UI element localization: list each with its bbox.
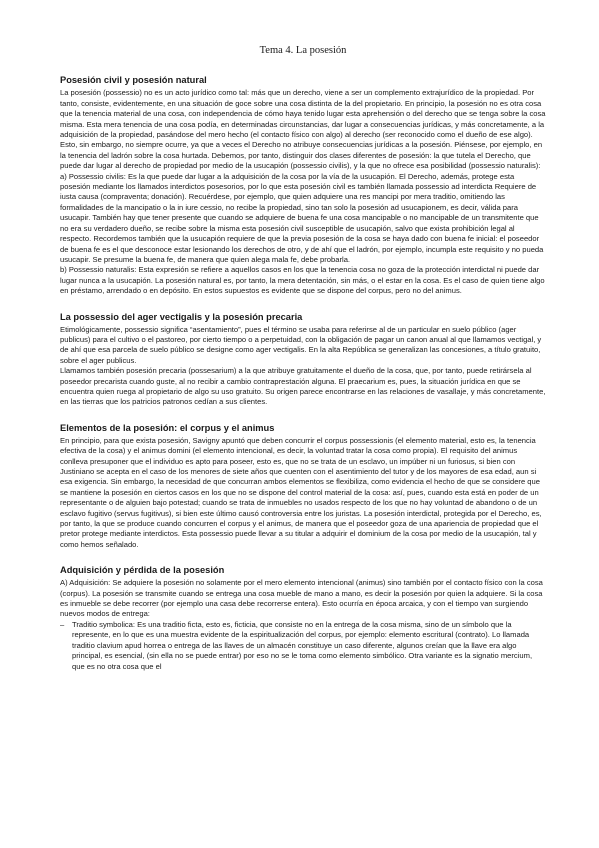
paragraph: Llamamos también posesión precaria (possesarium) a la que atribuye gratuitamente el dueño de la cosa, que, por tanto, puede retirársela al poseedor precarista cuando guste, al no recibir a cambio contraprestación alguna. El praecarium es, pues, la situación jurídica en que se encuentra quien ruega al propietario de algo su uso gratuito. Su origen parece encontrarse en las relaciones de vasallaje, y más concretamente, en las tierras que los patricios patronos cedían a sus clientes. xyxy=(60,366,546,407)
paragraph: b) Possessio naturalis: Esta expresión se refiere a aquellos casos en los que la tenencia cosa no goza de la protección interdictal ni puede dar lugar nunca a la usucapión. La posesión natural es, por tanto, la mera detentación, sin más, o el estar en la cosa. Es el caso de quien tiene algo en préstamo, arrendado o en depósito. En estos supuestos es evidente que se dispone del corpus, pero no del animus. xyxy=(60,265,545,296)
paragraph: Etimológicamente, possessio significa “asentamiento”, pues el término se usaba para referirse al de un particular en suelo público (ager publicus) para el cultivo o el pastoreo, por cierto tiempo o a perpetuidad, con la obligación de pagar un canon anual al que llamamos vectigal, y de ahí que esa parcela de suelo público se designe como ager vectigalis. En la alta República se generalizan las concesiones, a título gratuito, sobre el ager publicus. xyxy=(60,324,542,365)
paragraph: La posesión (possessio) no es un acto jurídico como tal: más que un derecho, viene a ser un complemento extrajurídico de la propiedad. Por tanto, consiste, evidentemente, en una situación de goce sobre una cosa distinta de la del propietario. En principio, la posesión no es otra cosa que la tenencia material de una cosa, con independencia de cómo haya tenido lugar esta aprehensión o del derecho que se tenga sobre la cosa misma. Esta mera tenencia de una cosa podía, en determinadas circunstancias, dar lugar a consecuencias jurídicas, y más concretamente, a la adquisición de la propiedad, pasándose del mero hecho (el contacto físico con algo) al derecho (ser reconocido como el dueño de ese algo). Esto, sin embargo, no siempre ocurre, ya que a veces el Derecho no atribuye consecuencias jurídicas a la posesión. Piénsese, por ejemplo, en la tenencia del ladrón sobre la cosa hurtada. Debemos, por tanto, distinguir dos clases diferentes de posesión: la que tutela el Derecho, que puede dar lugar al derecho de propiedad por medio de la usucapión (possessio civilis), y la que no ofrece esa posibilidad (possessio naturalis): xyxy=(60,88,546,171)
document-page xyxy=(60,46,546,687)
paragraph: En principio, para que exista posesión, Savigny apuntó que deben concurrir el corpus possessionis (el elemento material, esto es, la tenencia efectiva de la cosa) y el animus domini (el elemento intencional, es decir, la voluntad tratar la cosa como propia). El requisito del animus conlleva presuponer que el individuo es apto para poseer, esto es, que no se trata de un esclavo, un impúber ni un furiosus, si bien con Justiniano se acepta en el caso de los menores de siete años que cuenten con el asentimiento del tutor y de los mayores de esa edad, aun si esa exigencia. Sin embargo, la necesidad de que concurran ambos elementos se flexibiliza, como evidencia el hecho de que se considere que se mantiene la posesión en ciertos casos en los que no se dispone del control material de la cosa: así, pues, cuando esta está en poder de un representante o de alguien bajo potestad; cuando se trata de inmuebles no usados respecto de los que no hay voluntad de abandono o de un esclavo fugitivo (servus fugitivus), si bien este último causó controversia entre los juristas. La posesión interdictal, protegida por el Derecho, es, por tanto, la que se produce cuando concurren el corpus y el animus, de manera que el poseedor goza de una apariencia de propiedad que el pretor protege mediante interdictos. Esta possessio puede llevar a su titular a adquirir el dominium de la cosa por medio de la usucapión, tal y como hemos señalado. xyxy=(60,435,542,549)
bullet-list xyxy=(60,620,546,672)
section-ager-vectigalis xyxy=(60,312,546,408)
list-item xyxy=(60,620,546,672)
paragraph: a) Possessio civilis: Es la que puede dar lugar a la adquisición de la cosa por la vía de la usucapión. El Derecho, además, protege esta posesión mediante los llamados interdictos posesorios, por lo que esta posesión civil es también llamada possessio ad interdicta Requiere de iusta causa (compraventa; donación). Recuérdese, por ejemplo, que quien adquiere una res mancipi por mera traditio, omitiendo las formalidades de la mancipatio o la in iure cessio, no recibe la propiedad, sino tan solo la posesión ad usucapionem, es decir, válida para usucapir. También hay que tener presente que cuando se adquiere de buena fe una cosa mancipable o no mancipable de un transmitente que no era su verdadero dueño, se recibe sobre la misma esta posesión civil susceptible de usucapión, salvo que exista prohibición legal al respecto. Recordemos también que la usucapión requiere de que la previa posesión de la cosa se haya dado con buena fe inicial: el poseedor de buena fe es el que desconoce estar lesionando los derechos de otro, y de ahí que el ladrón, por ejemplo, incumpla este requisito y no pueda usucapir. Se presume la buena fe, de manera que quien alega mala fe, debe probarla. xyxy=(60,171,544,264)
section-adquisicion-perdida xyxy=(60,565,546,672)
section-heading: Adquisición y pérdida de la posesión xyxy=(60,565,225,576)
section-corpus-animus xyxy=(60,423,546,550)
section-heading: Posesión civil y posesión natural xyxy=(60,75,207,86)
section-heading: Elementos de la posesión: el corpus y el animus xyxy=(60,422,275,433)
list-item-text: Traditio symbolica: Es una traditio ficta, esto es, ficticia, que consiste no en la entrega de la cosa misma, sino de un símbolo que la represente, en lo que es una muestra evidente de la espiritualización del corpus, por ejemplo: elemento escritural (contrato). Lo llamada traditio clavium apud horrea o entrega de las llaves de un almacén constituye un caso diferente, algunos creían que la llave era algo principal, es esencial, (sin ella no se puede entrar) por eso no se le toma como elemento simbólico. Otra variante es la signatio mercium, que es no otra cosa que el xyxy=(72,619,533,671)
section-heading: La possessio del ager vectigalis y la posesión precaria xyxy=(60,311,303,322)
section-posesion-civil-natural xyxy=(60,75,546,296)
paragraph: A) Adquisición: Se adquiere la posesión no solamente por el mero elemento intencional (animus) sino también por el contacto físico con la cosa (corpus). La posesión se transmite cuando se entrega una cosa mueble de mano a mano, es decir la posesión por quien la adquiere. Si la cosa es inmueble se debe recorrer (por ejemplo una casa debe recorrerse entera). Esto ocurría en época arcaica, y con el tiempo van surgiendo nuevos modos de entrega: xyxy=(60,578,543,619)
dash-bullet-icon: – xyxy=(60,619,65,629)
document-title: Tema 4. La posesión xyxy=(259,45,347,56)
